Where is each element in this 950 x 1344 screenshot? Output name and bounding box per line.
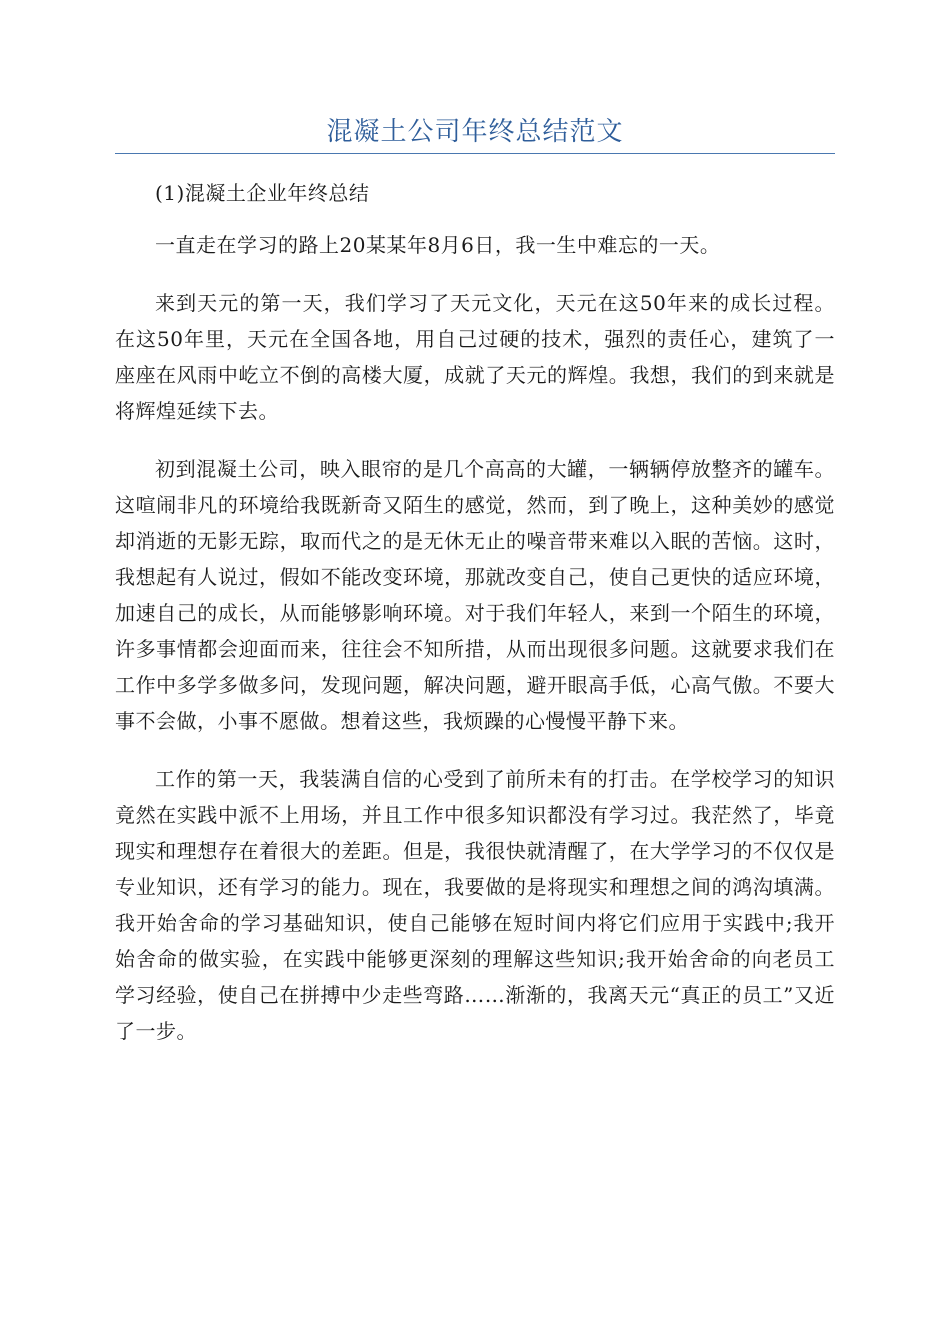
paragraph-intro: 一直走在学习的路上20某某年8月6日，我一生中难忘的一天。 [155, 233, 721, 257]
paragraph-first-day: 来到天元的第一天，我们学习了天元文化，天元在这50年来的成长过程。在这50年里，天元在全国各地，用自己过硬的技术，强烈的责任心，建筑了一座座在风雨中屹立不倒的高楼大厦，成就了天元的辉煌。我想，我们的到来就是将辉煌延续下去。 [115, 291, 835, 423]
paragraph-first-workday: 工作的第一天，我装满自信的心受到了前所未有的打击。在学校学习的知识竟然在实践中派不上用场，并且工作中很多知识都没有学习过。我茫然了，毕竟现实和理想存在着很大的差距。但是，我很快就清醒了，在大学学习的不仅仅是专业知识，还有学习的能力。现在，我要做的是将现实和理想之间的鸿沟填满。我开始舍命的学习基础知识，使自己能够在短时间内将它们应用于实践中;我开始舍命的做实验，在实践中能够更深刻的理解这些知识;我开始舍命的向老员工学习经验，使自己在拼搏中少走些弯路……渐渐的，我离天元“真正的员工”又近了一步。 [115, 767, 835, 1043]
paragraph-arrival: 初到混凝土公司，映入眼帘的是几个高高的大罐，一辆辆停放整齐的罐车。这喧闹非凡的环境给我既新奇又陌生的感觉，然而，到了晚上，这种美妙的感觉却消逝的无影无踪，取而代之的是无休无止的噪音带来难以入眠的苦恼。这时，我想起有人说过，假如不能改变环境，那就改变自己，使自己更快的适应环境，加速自己的成长，从而能够影响环境。对于我们年轻人，来到一个陌生的环境，许多事情都会迎面而来，往往会不知所措，从而出现很多问题。这就要求我们在工作中多学多做多问，发现问题，解决问题，避开眼高手低，心高气傲。不要大事不会做，小事不愿做。想着这些，我烦躁的心慢慢平静下来。 [115, 457, 835, 733]
title-underline [115, 153, 835, 154]
section-heading: (1)混凝土企业年终总结 [155, 181, 370, 205]
document-body [115, 175, 835, 1071]
document-title: 混凝土公司年终总结范文 [326, 117, 624, 147]
